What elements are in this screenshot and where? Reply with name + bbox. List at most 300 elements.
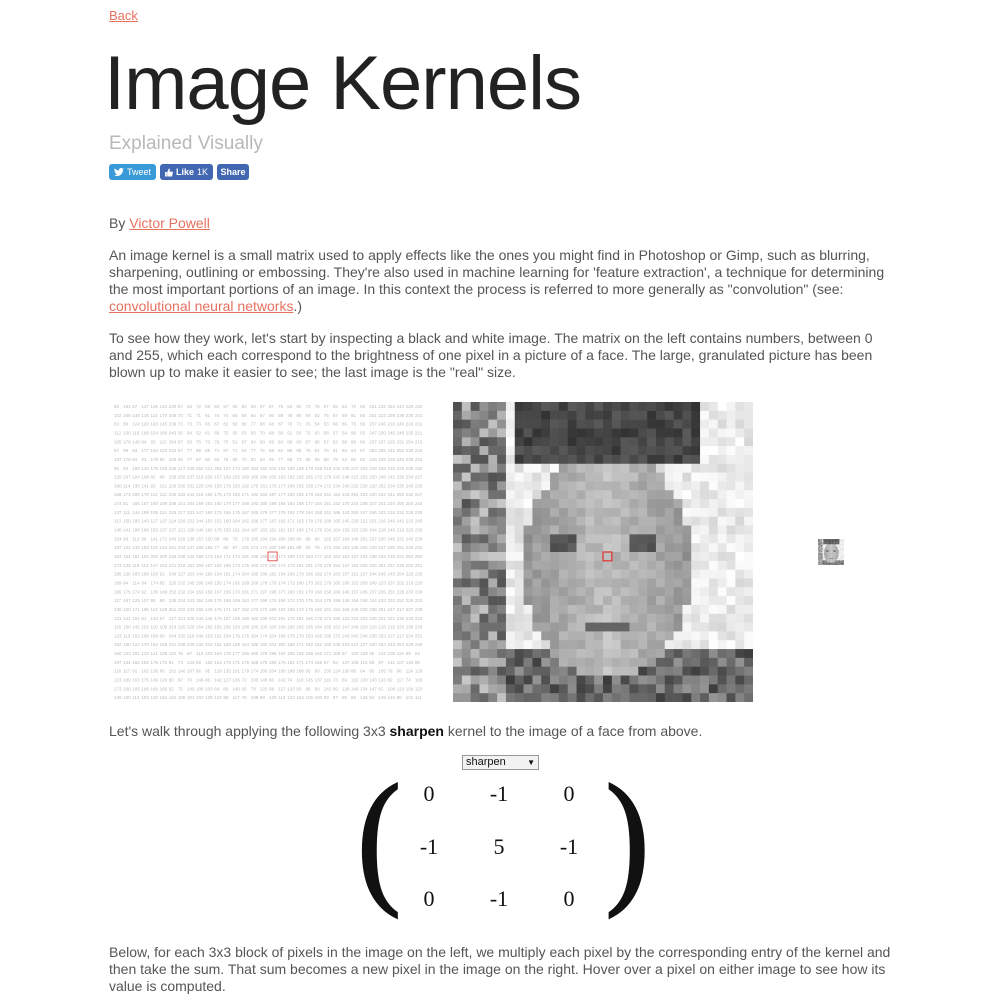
- pixel-value: 67: [177, 439, 183, 445]
- image-pixel: [691, 658, 700, 667]
- image-pixel: [836, 548, 837, 549]
- image-pixel: [818, 541, 819, 542]
- image-pixel: [835, 564, 836, 565]
- image-pixel: [819, 550, 820, 551]
- pixel-value: 137: [159, 527, 168, 533]
- image-pixel: [727, 481, 736, 490]
- image-pixel: [828, 552, 829, 553]
- pixel-value: 108: [141, 633, 149, 639]
- image-pixel: [612, 667, 621, 676]
- image-pixel: [727, 693, 736, 702]
- pixel-value: 150: [332, 545, 341, 551]
- pixel-value: 96: [196, 668, 202, 674]
- image-pixel: [818, 548, 819, 549]
- image-pixel: [829, 563, 830, 564]
- image-pixel: [842, 550, 843, 551]
- pixel-value: 140: [141, 518, 149, 524]
- pixel-value: 85: [341, 421, 347, 427]
- pixel-value: 183: [232, 492, 241, 498]
- pixel-value: 163: [351, 562, 359, 568]
- pixel-value: 146: [177, 668, 186, 674]
- pixel-value: 85: [269, 456, 275, 462]
- image-pixel: [830, 544, 831, 545]
- image-pixel: [826, 552, 827, 553]
- kernel-cell: 0: [423, 781, 435, 806]
- image-pixel: [839, 539, 840, 540]
- image-pixel: [830, 547, 831, 548]
- pixel-value: 237: [369, 589, 377, 595]
- image-pixel: [820, 562, 821, 563]
- image-pixel: [506, 473, 515, 482]
- pixel-value: 70: [287, 421, 293, 427]
- image-pixel: [843, 547, 844, 548]
- image-pixel: [832, 550, 833, 551]
- image-pixel: [718, 534, 727, 543]
- image-pixel: [842, 544, 843, 545]
- image-pixel: [826, 557, 827, 558]
- image-pixel: [735, 587, 744, 596]
- pixel-value: 215: [414, 439, 423, 445]
- image-pixel: [629, 508, 638, 517]
- image-pixel: [826, 543, 827, 544]
- image-pixel: [471, 543, 480, 552]
- image-pixel: [818, 563, 819, 564]
- image-pixel: [831, 553, 832, 554]
- image-pixel: [621, 517, 630, 526]
- pixel-value: 82: [223, 421, 229, 427]
- image-pixel: [550, 437, 559, 446]
- image-pixel: [830, 554, 831, 555]
- pixel-value: 180: [323, 633, 332, 639]
- image-pixel: [842, 559, 843, 560]
- image-pixel: [656, 508, 665, 517]
- pixel-value: 194: [278, 571, 286, 577]
- pixel-value: 89: [159, 633, 165, 639]
- image-pixel: [841, 549, 842, 550]
- image-pixel: [585, 561, 594, 570]
- image-pixel: [682, 614, 691, 623]
- image-pixel: [829, 555, 830, 556]
- image-pixel: [837, 562, 838, 563]
- image-pixel: [674, 517, 683, 526]
- image-pixel: [585, 605, 594, 614]
- pixel-value: 183: [232, 483, 241, 489]
- image-pixel: [709, 684, 718, 693]
- pixel-value: 51: [287, 430, 293, 436]
- image-pixel: [744, 437, 753, 446]
- image-pixel: [718, 667, 727, 676]
- image-pixel: [829, 560, 830, 561]
- image-pixel: [735, 552, 744, 561]
- image-pixel: [453, 676, 462, 685]
- image-pixel: [612, 455, 621, 464]
- pixel-value: 53: [360, 430, 366, 436]
- pixel-value: 155: [314, 659, 323, 665]
- image-pixel: [824, 541, 825, 542]
- pixel-value: 80: [114, 404, 120, 409]
- pixel-value: 136: [123, 571, 131, 577]
- image-pixel: [841, 551, 842, 552]
- pixel-value: 178: [305, 465, 313, 471]
- image-pixel: [532, 640, 541, 649]
- pixel-value: 159: [314, 465, 323, 471]
- image-pixel: [820, 552, 821, 553]
- image-pixel: [839, 552, 840, 553]
- pixel-value: 224: [177, 598, 186, 604]
- pixel-value: 181: [241, 589, 250, 595]
- pixel-value: 169: [241, 474, 250, 480]
- image-pixel: [820, 564, 821, 565]
- image-pixel: [471, 552, 480, 561]
- image-pixel: [823, 560, 824, 561]
- image-pixel: [829, 561, 830, 562]
- pixel-value: 151: [323, 509, 332, 515]
- pixel-value: 238: [405, 624, 414, 630]
- image-pixel: [700, 561, 709, 570]
- face-image-enlarged[interactable]: [453, 402, 753, 702]
- pixel-value: 73: [332, 677, 338, 683]
- image-pixel: [842, 554, 843, 555]
- image-pixel: [744, 420, 753, 429]
- image-pixel: [462, 534, 471, 543]
- image-pixel: [629, 437, 638, 446]
- pixel-value: 178: [323, 474, 332, 480]
- image-pixel: [497, 517, 506, 526]
- image-pixel: [833, 555, 834, 556]
- image-pixel: [825, 548, 826, 549]
- image-pixel: [453, 640, 462, 649]
- pixel-value: 67: [259, 412, 265, 418]
- image-pixel: [709, 658, 718, 667]
- pixel-value: 137: [314, 677, 323, 683]
- image-pixel: [828, 558, 829, 559]
- pixel-value: 93: [123, 465, 129, 471]
- image-pixel: [823, 554, 824, 555]
- image-pixel: [824, 543, 825, 544]
- image-pixel: [506, 428, 515, 437]
- image-pixel: [833, 549, 834, 550]
- image-pixel: [842, 540, 843, 541]
- image-pixel: [718, 658, 727, 667]
- image-pixel: [829, 562, 830, 563]
- pixel-value: 160: [223, 518, 231, 524]
- image-pixel: [462, 640, 471, 649]
- image-pixel: [837, 561, 838, 562]
- image-pixel: [831, 550, 832, 551]
- pixel-value: 161: [314, 642, 323, 648]
- image-pixel: [830, 552, 831, 553]
- pixel-value: 116: [132, 430, 140, 436]
- image-pixel: [825, 541, 826, 542]
- facebook-like-button[interactable]: [160, 164, 213, 180]
- image-pixel: [727, 490, 736, 499]
- pixel-value: 158: [223, 624, 231, 630]
- image-pixel: [674, 490, 683, 499]
- image-pixel: [709, 605, 718, 614]
- image-pixel: [638, 658, 647, 667]
- pixel-value: 97: [378, 659, 384, 665]
- pixel-value: 186: [250, 580, 259, 586]
- image-pixel: [603, 552, 612, 561]
- pixel-value: 81: [332, 448, 338, 454]
- image-pixel: [842, 563, 843, 564]
- pixel-value: 181: [287, 659, 295, 665]
- image-pixel: [821, 564, 822, 565]
- image-pixel: [532, 499, 541, 508]
- image-pixel: [828, 560, 829, 561]
- image-pixel: [506, 587, 515, 596]
- image-pixel: [577, 437, 586, 446]
- pixel-value: 68: [269, 430, 275, 436]
- image-pixel: [819, 562, 820, 563]
- pixel-value: 176: [159, 659, 168, 665]
- image-pixel: [488, 464, 497, 473]
- image-pixel: [824, 554, 825, 555]
- image-pixel: [515, 605, 524, 614]
- image-pixel: [550, 508, 559, 517]
- image-pixel: [577, 570, 586, 579]
- pixel-value: 182: [305, 642, 313, 648]
- pixel-value: 192: [114, 642, 122, 648]
- image-pixel: [835, 542, 836, 543]
- image-pixel: [559, 614, 568, 623]
- image-pixel: [842, 552, 843, 553]
- image-pixel: [568, 402, 577, 411]
- facebook-share-button[interactable]: [217, 164, 249, 180]
- image-pixel: [621, 578, 630, 587]
- image-pixel: [835, 556, 836, 557]
- image-pixel: [834, 562, 835, 563]
- pixel-value: 174: [132, 589, 140, 595]
- intro-suffix: .): [293, 298, 303, 314]
- image-pixel: [833, 554, 834, 555]
- image-pixel: [577, 649, 586, 658]
- pixel-value: 107: [186, 668, 195, 674]
- pixel-value: 189: [150, 633, 158, 639]
- image-pixel: [665, 543, 674, 552]
- image-pixel: [840, 540, 841, 541]
- pixel-value: 171: [250, 589, 259, 595]
- pixel-value: 229: [351, 518, 359, 524]
- image-pixel: [471, 667, 480, 676]
- image-pixel: [647, 411, 656, 420]
- pixel-value: 190: [241, 465, 250, 471]
- image-pixel: [541, 693, 550, 702]
- pixel-value: 230: [396, 483, 405, 489]
- image-pixel: [823, 556, 824, 557]
- pixel-value: 194: [278, 651, 286, 657]
- kernel-select[interactable]: [462, 755, 539, 770]
- pixel-value: 245: [341, 465, 350, 471]
- image-pixel: [820, 560, 821, 561]
- image-pixel: [656, 437, 665, 446]
- image-pixel: [488, 605, 497, 614]
- pixel-value: 142: [378, 651, 386, 657]
- image-pixel: [682, 552, 691, 561]
- image-pixel: [835, 543, 836, 544]
- pixel-value: 157: [223, 615, 231, 621]
- image-pixel: [836, 543, 837, 544]
- image-pixel: [727, 578, 736, 587]
- image-pixel: [838, 543, 839, 544]
- pixel-value: 143: [186, 598, 195, 604]
- image-pixel: [594, 508, 603, 517]
- pixel-value: 123: [186, 659, 195, 665]
- pixel-value: 116: [323, 677, 331, 683]
- image-pixel: [820, 561, 821, 562]
- image-pixel: [621, 614, 630, 623]
- image-pixel: [829, 548, 830, 549]
- pixel-value: 73: [177, 659, 183, 665]
- pixel-value: 59: [341, 412, 347, 418]
- pixel-value: 114: [141, 562, 149, 568]
- pixel-value: 179: [269, 483, 277, 489]
- image-pixel: [462, 676, 471, 685]
- image-pixel: [836, 549, 837, 550]
- image-pixel: [842, 549, 843, 550]
- image-pixel: [818, 540, 819, 541]
- image-pixel: [603, 428, 612, 437]
- cnn-link[interactable]: convolutional neural networks: [109, 298, 294, 314]
- image-pixel: [829, 551, 830, 552]
- pixel-value: 184: [250, 633, 259, 639]
- image-pixel: [837, 558, 838, 559]
- pixel-value: 175: [141, 677, 149, 683]
- image-pixel: [839, 541, 840, 542]
- image-pixel: [830, 556, 831, 557]
- pixel-value: 194: [159, 695, 168, 701]
- image-pixel: [825, 550, 826, 551]
- pixel-value: 171: [159, 536, 168, 542]
- pixel-value: 189: [159, 430, 168, 436]
- image-pixel: [825, 563, 826, 564]
- image-pixel: [823, 557, 824, 558]
- image-pixel: [612, 464, 621, 473]
- image-pixel: [838, 562, 839, 563]
- pixel-value: 108: [387, 686, 396, 692]
- image-pixel: [665, 684, 674, 693]
- pixel-value: 163: [341, 554, 350, 559]
- pixel-value: 247: [414, 492, 423, 498]
- pixel-value: 169: [232, 615, 241, 621]
- pixel-value: 109: [405, 686, 414, 692]
- image-pixel: [532, 667, 541, 676]
- image-pixel: [820, 545, 821, 546]
- image-pixel: [682, 649, 691, 658]
- pixel-value: 83: [296, 439, 302, 445]
- image-pixel: [488, 411, 497, 420]
- image-pixel: [819, 544, 820, 545]
- pixel-value: 155: [223, 527, 231, 533]
- image-pixel: [839, 554, 840, 555]
- image-pixel: [665, 658, 674, 667]
- image-pixel: [831, 550, 832, 551]
- image-pixel: [541, 420, 550, 429]
- pixel-value: 178: [259, 580, 268, 586]
- image-pixel: [612, 517, 621, 526]
- pixel-value: 173: [232, 562, 241, 568]
- image-pixel: [638, 428, 647, 437]
- image-pixel: [629, 649, 638, 658]
- image-pixel: [839, 547, 840, 548]
- pixel-value: 241: [378, 501, 386, 507]
- pixel-value: 142: [278, 677, 286, 683]
- image-pixel: [823, 563, 824, 564]
- image-pixel: [709, 596, 718, 605]
- pixel-value: 239: [414, 536, 423, 542]
- image-pixel: [674, 534, 683, 543]
- image-pixel: [524, 428, 533, 437]
- image-pixel: [550, 676, 559, 685]
- image-pixel: [826, 561, 827, 562]
- author-link[interactable]: Victor Powell: [129, 215, 210, 231]
- image-pixel: [665, 437, 674, 446]
- pixel-value: 70: [351, 404, 357, 409]
- image-pixel: [843, 559, 844, 560]
- image-pixel: [835, 555, 836, 556]
- back-link[interactable]: Back: [109, 8, 138, 23]
- image-pixel: [819, 555, 820, 556]
- pixel-value: 171: [323, 615, 332, 621]
- pixel-value: 165: [232, 580, 241, 586]
- tweet-button[interactable]: [109, 164, 156, 180]
- image-pixel: [735, 464, 744, 473]
- image-pixel: [836, 562, 837, 563]
- image-pixel: [568, 534, 577, 543]
- pixel-value-matrix[interactable]: [113, 402, 423, 702]
- image-pixel: [824, 555, 825, 556]
- image-pixel: [497, 605, 506, 614]
- image-pixel: [820, 541, 821, 542]
- image-pixel: [656, 631, 665, 640]
- image-pixel: [585, 640, 594, 649]
- pixel-value: 61: [205, 430, 211, 436]
- pixel-value: 154: [114, 536, 122, 542]
- image-pixel: [830, 563, 831, 564]
- image-pixel: [836, 557, 837, 558]
- walkthrough-paragraph: [109, 723, 899, 740]
- image-pixel: [506, 543, 515, 552]
- kernel-cell: 0: [563, 886, 575, 911]
- image-pixel: [833, 545, 834, 546]
- pixel-value: 190: [250, 562, 259, 568]
- image-pixel: [829, 558, 830, 559]
- image-pixel: [532, 676, 541, 685]
- image-pixel: [843, 550, 844, 551]
- image-pixel: [842, 562, 843, 563]
- image-pixel: [834, 551, 835, 552]
- image-pixel: [471, 455, 480, 464]
- image-pixel: [479, 676, 488, 685]
- pixel-value: 63: [186, 404, 192, 409]
- image-pixel: [674, 508, 683, 517]
- pixel-value: 63: [341, 404, 347, 409]
- image-pixel: [497, 631, 506, 640]
- image-pixel: [839, 560, 840, 561]
- image-pixel: [541, 552, 550, 561]
- image-pixel: [836, 545, 837, 546]
- image-pixel: [836, 557, 837, 558]
- pixel-value: 63: [287, 404, 293, 409]
- image-pixel: [831, 542, 832, 543]
- pixel-value: 153: [141, 545, 149, 551]
- pixel-value: 93: [132, 448, 138, 454]
- image-pixel: [830, 560, 831, 561]
- image-pixel: [829, 543, 830, 544]
- image-pixel: [842, 550, 843, 551]
- image-pixel: [550, 605, 559, 614]
- pixel-value: 87: [223, 448, 229, 454]
